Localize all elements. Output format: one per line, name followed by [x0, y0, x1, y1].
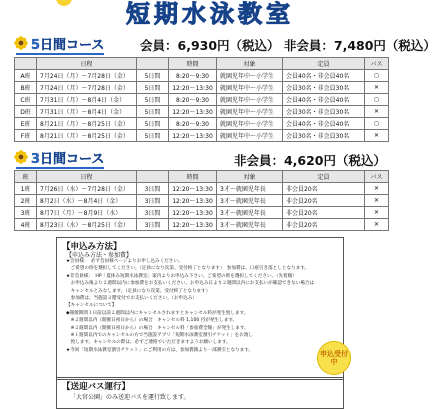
table-cell: 7月24日（月）〜7月28日（金） — [37, 82, 137, 94]
table-cell: 3日間 — [137, 219, 169, 231]
table-cell: 8月7日（月）〜8月9日（水） — [37, 207, 137, 219]
table-cell: 8月2日（水）〜8月4日（金） — [37, 195, 137, 207]
column-header: 班 — [15, 171, 37, 183]
application-line: 【キャンセルについて】 — [66, 303, 117, 309]
application-line: ※２週間以内（開催日初日から）の場合 キャンセル料 1,100 円が発生します。 — [66, 318, 238, 324]
table-cell: D班 — [15, 106, 37, 118]
table-cell: 3日間 — [137, 183, 169, 195]
table-cell: 3才〜就園児年長 — [217, 207, 283, 219]
table-cell: 8:20〜9:30 — [169, 118, 217, 130]
table-cell: 非会員20名 — [283, 183, 365, 195]
table-cell: 3才〜就園児年長 — [217, 183, 283, 195]
table-cell: 12:20〜13:30 — [169, 195, 217, 207]
bus-title: 【送迎バス運行】 — [62, 382, 131, 392]
table-cell: 8月21日（月）〜8月25日（金） — [37, 130, 137, 142]
table-cell: 3才〜就園児年長 — [217, 195, 283, 207]
column-header: 日程 — [37, 171, 137, 183]
table-row — [15, 118, 389, 130]
application-line: ★非会員様： HP「夏休み短期水泳教室」案内よりお申込み下さい。ご希望の班を選択してください。（先着順） — [66, 273, 297, 279]
table-cell: 非会員20名 — [283, 195, 365, 207]
table-row — [15, 183, 389, 195]
table-cell: 就園児年中〜小学生 — [217, 130, 283, 142]
table-cell: 7月31日（月）〜8月4日（金） — [37, 94, 137, 106]
course3-heading-row — [14, 148, 104, 166]
flower-icon — [14, 150, 28, 164]
table-cell: 7月26日（水）〜7月28日（金） — [37, 183, 137, 195]
course3-header-row — [15, 171, 389, 183]
column-header: バス — [365, 58, 389, 70]
table-cell: 4班 — [15, 219, 37, 231]
table-cell: B班 — [15, 82, 37, 94]
table-cell: 就園児年中〜小学生 — [217, 118, 283, 130]
table-cell: 8:20〜9:30 — [169, 70, 217, 82]
table-cell: 5日間 — [137, 106, 169, 118]
table-cell: 3才〜就園児年長 — [217, 219, 283, 231]
flower-icon — [14, 36, 28, 50]
table-cell: C班 — [15, 94, 37, 106]
application-line: ★会員様： 必ず会員様ページよりお申し込みください。 — [66, 259, 183, 264]
table-cell: 12:20〜13:30 — [169, 207, 217, 219]
table-cell: 会員40名・非会員40名 — [283, 94, 365, 106]
application-title: 【申込み方法】 — [62, 242, 122, 252]
column-header: 対象 — [217, 58, 283, 70]
table-row — [15, 94, 389, 106]
table-cell: 3日間 — [137, 207, 169, 219]
bus-note: 「大宮公園」のみ送迎バスを運行致します。 — [70, 394, 190, 401]
column-header: 定員 — [283, 171, 365, 183]
table-cell: 就園児年中〜小学生 — [217, 70, 283, 82]
table-cell: 12:20〜13:30 — [169, 219, 217, 231]
table-cell: 8月23日（水）〜8月25日（金） — [37, 219, 137, 231]
table-cell: E班 — [15, 118, 37, 130]
application-line: ご希望の班を選択してください。（定員になり次第、受付終了となります） 参加費は、口座引き落としとなります。 — [66, 266, 310, 272]
table-cell: 5日間 — [137, 118, 169, 130]
table-cell: 就園児年中〜小学生 — [217, 94, 283, 106]
table-cell: 12:20〜13:30 — [169, 183, 217, 195]
table-row — [15, 70, 389, 82]
table-cell: 会員40名・非会員40名 — [283, 118, 365, 130]
table-cell: F班 — [15, 130, 37, 142]
table-cell: 非会員20名 — [283, 207, 365, 219]
table-cell: ✕ — [365, 106, 389, 118]
table-cell: ○ — [365, 118, 389, 130]
table-cell: 会員30名・非会員30名 — [283, 82, 365, 94]
application-line: 参加費は、当施設２階受付でお支払いください。（お申込み） — [66, 296, 197, 302]
table-cell: 会員30名・非会員30名 — [283, 130, 365, 142]
table-cell: 5日間 — [137, 94, 169, 106]
application-line: ◆開催期間１日前以前２週間以内にキャンセルされますとキャンセル料が発生致します。 — [66, 310, 249, 316]
table-cell: 会員40名・非会員40名 — [283, 70, 365, 82]
table-cell: 就園児年中〜小学生 — [217, 82, 283, 94]
table-cell: 2班 — [15, 195, 37, 207]
course5-table — [14, 57, 389, 142]
table-cell: ○ — [365, 70, 389, 82]
table-cell: ✕ — [365, 207, 389, 219]
column-header: 時間 — [169, 171, 217, 183]
course5-heading-row — [14, 34, 104, 52]
application-line: キャンセルとみなします。（定員になり次第、受付終了となります） — [66, 288, 211, 294]
column-header: 対象 — [217, 171, 283, 183]
table-cell: 5日間 — [137, 70, 169, 82]
course3-heading: 3日間コース — [31, 151, 105, 167]
table-cell: 7月31日（月）〜8月4日（金） — [37, 106, 137, 118]
column-header: 日程 — [37, 58, 137, 70]
application-line: ※２週間以内（開催日初日から）の場合 キャンセル料「参加費全額」が発生します。 — [66, 325, 249, 331]
table-row — [15, 82, 389, 94]
page-title: 短期水泳教室 — [126, 0, 294, 28]
table-cell: 非会員20名 — [283, 219, 365, 231]
course5-underline — [16, 53, 104, 55]
table-cell: ○ — [365, 94, 389, 106]
application-line: 致します。キャンセルの際は、必ずご連絡でいただきますようお願いします。 — [66, 340, 231, 346]
table-row — [15, 207, 389, 219]
table-cell: ✕ — [365, 183, 389, 195]
application-subtitle: 【申込み方法・参加費】 — [66, 252, 133, 259]
column-header — [137, 58, 169, 70]
table-row — [15, 219, 389, 231]
table-cell: 就園児年中〜小学生 — [217, 106, 283, 118]
table-row — [15, 106, 389, 118]
table-cell: 5日間 — [137, 130, 169, 142]
course3-price: 非会員：4,620円（税込） — [233, 153, 386, 168]
table-cell: A班 — [15, 70, 37, 82]
course3-underline — [16, 167, 104, 169]
application-badge: 申込受付中 — [317, 341, 351, 375]
application-line: ※１週間以内でのキャンセルの方で当施設アプリ「短期水泳教室割引チケット」をお渡し — [66, 333, 254, 339]
course5-header-row — [15, 58, 389, 70]
table-cell: ✕ — [365, 219, 389, 231]
course5-price: 会員：6,930円（税込） 非会員：7,480円（税込） — [140, 38, 436, 53]
application-text — [66, 258, 338, 354]
table-cell: ✕ — [365, 82, 389, 94]
table-cell: 3班 — [15, 207, 37, 219]
column-header: 時間 — [169, 58, 217, 70]
application-line: ★今回「短期水泳教室割引チケット」にご利用の方は、参加費銭より一部割引となります。 — [66, 347, 254, 353]
table-cell: 12:20〜13:30 — [169, 130, 217, 142]
table-cell: 会員30名・非会員30名 — [283, 106, 365, 118]
table-cell: 1班 — [15, 183, 37, 195]
application-line: お申込み後より２週間以内に参加費をお支払いください。お申込み日より２週間以内にお支払いが確認できない場合は — [66, 281, 315, 287]
column-header — [137, 171, 169, 183]
table-row — [15, 195, 389, 207]
table-row — [15, 130, 389, 142]
column-header: 定員 — [283, 58, 365, 70]
table-cell: ✕ — [365, 195, 389, 207]
table-cell: 3日間 — [137, 195, 169, 207]
table-cell: 12:20〜13:30 — [169, 106, 217, 118]
table-cell: 8:20〜9:30 — [169, 94, 217, 106]
column-header: バス — [365, 171, 389, 183]
table-cell: 8月21日（月）〜8月25日（金） — [37, 118, 137, 130]
table-cell: 12:20〜13:30 — [169, 82, 217, 94]
table-cell: ✕ — [365, 130, 389, 142]
course5-heading: 5日間コース — [31, 37, 105, 53]
column-header — [15, 58, 37, 70]
table-cell: 7月24日（月）〜7月28日（金） — [37, 70, 137, 82]
table-cell: 5日間 — [137, 82, 169, 94]
course3-table — [14, 170, 389, 231]
